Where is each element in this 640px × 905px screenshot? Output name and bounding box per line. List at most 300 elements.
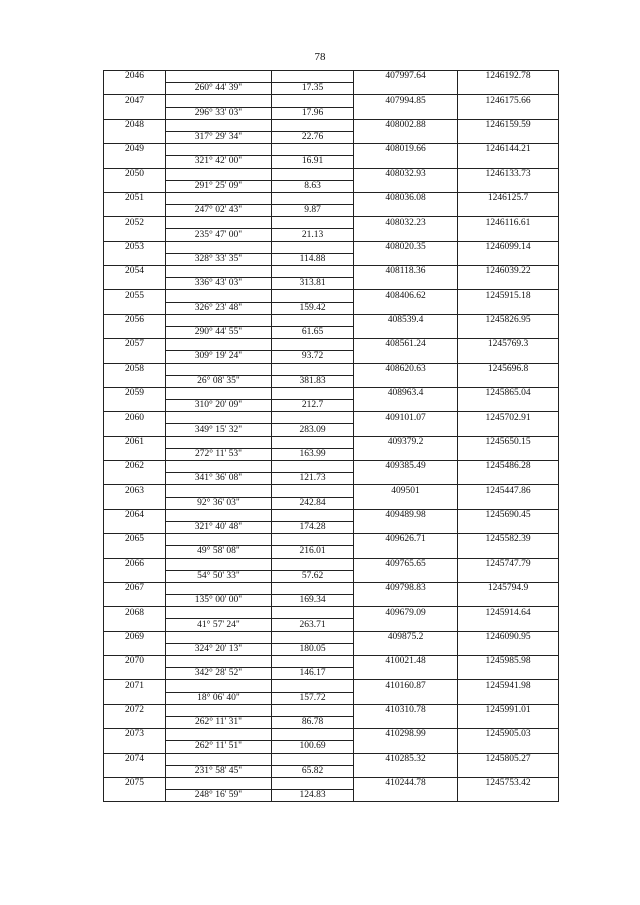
bearing-value: 92° 36' 03"	[166, 497, 272, 509]
point-id: 2060	[104, 412, 166, 424]
easting-spacer	[458, 253, 559, 265]
point-spacer	[104, 205, 166, 217]
northing-spacer	[354, 741, 458, 753]
point-id: 2056	[104, 314, 166, 326]
distance-empty	[272, 241, 354, 253]
point-id: 2070	[104, 656, 166, 668]
bearing-empty	[166, 314, 272, 326]
distance-empty	[272, 266, 354, 278]
easting-value: 1245805.27	[458, 753, 559, 765]
easting-value: 1245702.91	[458, 412, 559, 424]
bearing-empty	[166, 656, 272, 668]
easting-spacer	[458, 180, 559, 192]
distance-value: 100.69	[272, 741, 354, 753]
easting-spacer	[458, 229, 559, 241]
distance-value: 65.82	[272, 765, 354, 777]
distance-empty	[272, 509, 354, 521]
easting-value: 1245915.18	[458, 290, 559, 302]
easting-value: 1245650.15	[458, 436, 559, 448]
easting-spacer	[458, 692, 559, 704]
bearing-value: 310° 20' 09"	[166, 400, 272, 412]
bearing-empty	[166, 753, 272, 765]
easting-value: 1245747.79	[458, 558, 559, 570]
distance-empty	[272, 144, 354, 156]
point-spacer	[104, 595, 166, 607]
bearing-empty	[166, 704, 272, 716]
easting-value: 1246116.61	[458, 217, 559, 229]
easting-spacer	[458, 205, 559, 217]
point-id: 2063	[104, 485, 166, 497]
point-row	[104, 656, 559, 668]
point-spacer	[104, 375, 166, 387]
northing-spacer	[354, 83, 458, 95]
distance-value: 180.05	[272, 643, 354, 655]
distance-empty	[272, 339, 354, 351]
easting-spacer	[458, 302, 559, 314]
northing-spacer	[354, 351, 458, 363]
northing-spacer	[354, 229, 458, 241]
point-spacer	[104, 156, 166, 168]
point-id: 2067	[104, 582, 166, 594]
northing-spacer	[354, 765, 458, 777]
leg-row	[104, 400, 559, 412]
easting-value: 1245865.04	[458, 387, 559, 399]
easting-spacer	[458, 131, 559, 143]
distance-value: 121.73	[272, 473, 354, 485]
northing-spacer	[354, 668, 458, 680]
bearing-value: 235° 47' 00"	[166, 229, 272, 241]
easting-spacer	[458, 521, 559, 533]
point-row	[104, 461, 559, 473]
northing-spacer	[354, 521, 458, 533]
easting-spacer	[458, 278, 559, 290]
northing-spacer	[354, 253, 458, 265]
easting-value: 1245582.39	[458, 534, 559, 546]
northing-spacer	[354, 546, 458, 558]
distance-value: 159.42	[272, 302, 354, 314]
bearing-empty	[166, 241, 272, 253]
point-id: 2046	[104, 71, 166, 83]
northing-value: 409379.2	[354, 436, 458, 448]
bearing-empty	[166, 71, 272, 83]
northing-spacer	[354, 400, 458, 412]
distance-empty	[272, 558, 354, 570]
northing-spacer	[354, 424, 458, 436]
bearing-empty	[166, 607, 272, 619]
easting-spacer	[458, 765, 559, 777]
northing-spacer	[354, 643, 458, 655]
easting-value: 1245769.3	[458, 339, 559, 351]
northing-spacer	[354, 595, 458, 607]
northing-value: 409501	[354, 485, 458, 497]
distance-value: 17.35	[272, 83, 354, 95]
bearing-empty	[166, 144, 272, 156]
northing-value: 410160.87	[354, 680, 458, 692]
northing-spacer	[354, 790, 458, 802]
easting-value: 1245447.86	[458, 485, 559, 497]
point-row	[104, 753, 559, 765]
easting-spacer	[458, 741, 559, 753]
distance-value: 174.28	[272, 521, 354, 533]
easting-spacer	[458, 351, 559, 363]
northing-spacer	[354, 448, 458, 460]
easting-value: 1246125.7	[458, 192, 559, 204]
bearing-value: 135° 00' 00"	[166, 595, 272, 607]
easting-spacer	[458, 400, 559, 412]
leg-row	[104, 497, 559, 509]
point-row	[104, 607, 559, 619]
northing-spacer	[354, 692, 458, 704]
northing-value: 410244.78	[354, 777, 458, 789]
bearing-value: 324° 20' 13"	[166, 643, 272, 655]
point-row	[104, 436, 559, 448]
bearing-empty	[166, 509, 272, 521]
leg-row	[104, 424, 559, 436]
point-spacer	[104, 692, 166, 704]
easting-spacer	[458, 156, 559, 168]
bearing-empty	[166, 461, 272, 473]
leg-row	[104, 326, 559, 338]
distance-empty	[272, 387, 354, 399]
easting-value: 1245991.01	[458, 704, 559, 716]
distance-value: 124.83	[272, 790, 354, 802]
distance-empty	[272, 119, 354, 131]
point-id: 2064	[104, 509, 166, 521]
distance-value: 216.01	[272, 546, 354, 558]
bearing-value: 49° 58' 08"	[166, 546, 272, 558]
bearing-value: 272° 11' 53"	[166, 448, 272, 460]
distance-value: 57.62	[272, 570, 354, 582]
point-row	[104, 534, 559, 546]
point-id: 2072	[104, 704, 166, 716]
leg-row	[104, 278, 559, 290]
bearing-empty	[166, 485, 272, 497]
bearing-empty	[166, 558, 272, 570]
point-spacer	[104, 424, 166, 436]
point-spacer	[104, 131, 166, 143]
distance-value: 157.72	[272, 692, 354, 704]
distance-value: 9.87	[272, 205, 354, 217]
leg-row	[104, 595, 559, 607]
leg-row	[104, 205, 559, 217]
northing-value: 408019.66	[354, 144, 458, 156]
distance-empty	[272, 363, 354, 375]
distance-empty	[272, 729, 354, 741]
point-spacer	[104, 229, 166, 241]
easting-spacer	[458, 83, 559, 95]
easting-value: 1245690.45	[458, 509, 559, 521]
leg-row	[104, 790, 559, 802]
easting-value: 1246175.66	[458, 95, 559, 107]
point-row	[104, 582, 559, 594]
northing-value: 408539.4	[354, 314, 458, 326]
northing-value: 410310.78	[354, 704, 458, 716]
easting-spacer	[458, 619, 559, 631]
bearing-value: 262° 11' 51"	[166, 741, 272, 753]
northing-value: 409101.07	[354, 412, 458, 424]
bearing-empty	[166, 777, 272, 789]
bearing-value: 296° 33' 03"	[166, 107, 272, 119]
bearing-value: 321° 40' 48"	[166, 521, 272, 533]
bearing-empty	[166, 363, 272, 375]
northing-value: 408032.23	[354, 217, 458, 229]
bearing-empty	[166, 631, 272, 643]
distance-value: 86.78	[272, 716, 354, 728]
point-row	[104, 119, 559, 131]
distance-value: 283.09	[272, 424, 354, 436]
northing-spacer	[354, 716, 458, 728]
leg-row	[104, 741, 559, 753]
point-row	[104, 412, 559, 424]
easting-value: 1245905.03	[458, 729, 559, 741]
point-id: 2049	[104, 144, 166, 156]
distance-empty	[272, 704, 354, 716]
point-id: 2065	[104, 534, 166, 546]
distance-value: 114.88	[272, 253, 354, 265]
northing-value: 410298.99	[354, 729, 458, 741]
bearing-value: 342° 28' 52"	[166, 668, 272, 680]
point-id: 2075	[104, 777, 166, 789]
point-row	[104, 290, 559, 302]
distance-empty	[272, 582, 354, 594]
leg-row	[104, 180, 559, 192]
distance-value: 16.91	[272, 156, 354, 168]
northing-value: 409875.2	[354, 631, 458, 643]
bearing-empty	[166, 387, 272, 399]
distance-value: 22.76	[272, 131, 354, 143]
point-id: 2050	[104, 168, 166, 180]
leg-row	[104, 156, 559, 168]
easting-spacer	[458, 326, 559, 338]
northing-value: 408561.24	[354, 339, 458, 351]
point-id: 2058	[104, 363, 166, 375]
easting-spacer	[458, 375, 559, 387]
bearing-empty	[166, 534, 272, 546]
distance-empty	[272, 217, 354, 229]
easting-value: 1246099.14	[458, 241, 559, 253]
distance-value: 163.99	[272, 448, 354, 460]
bearing-value: 291° 25' 09"	[166, 180, 272, 192]
point-id: 2066	[104, 558, 166, 570]
distance-empty	[272, 412, 354, 424]
bearing-empty	[166, 168, 272, 180]
easting-spacer	[458, 570, 559, 582]
easting-spacer	[458, 497, 559, 509]
point-spacer	[104, 253, 166, 265]
distance-value: 212.7	[272, 400, 354, 412]
northing-value: 408036.08	[354, 192, 458, 204]
distance-empty	[272, 71, 354, 83]
point-row	[104, 339, 559, 351]
easting-value: 1246192.78	[458, 71, 559, 83]
northing-value: 408002.88	[354, 119, 458, 131]
northing-value: 409765.65	[354, 558, 458, 570]
point-row	[104, 558, 559, 570]
distance-value: 263.71	[272, 619, 354, 631]
point-spacer	[104, 643, 166, 655]
point-spacer	[104, 351, 166, 363]
point-id: 2053	[104, 241, 166, 253]
point-id: 2057	[104, 339, 166, 351]
point-id: 2071	[104, 680, 166, 692]
easting-value: 1246159.59	[458, 119, 559, 131]
distance-empty	[272, 192, 354, 204]
distance-empty	[272, 168, 354, 180]
northing-value: 409385.49	[354, 461, 458, 473]
easting-value: 1246090.95	[458, 631, 559, 643]
survey-coordinates-table	[103, 70, 559, 802]
point-spacer	[104, 790, 166, 802]
easting-value: 1245914.64	[458, 607, 559, 619]
northing-spacer	[354, 278, 458, 290]
point-row	[104, 777, 559, 789]
point-spacer	[104, 716, 166, 728]
northing-value: 408620.63	[354, 363, 458, 375]
northing-spacer	[354, 302, 458, 314]
point-row	[104, 144, 559, 156]
point-spacer	[104, 83, 166, 95]
point-spacer	[104, 546, 166, 558]
northing-spacer	[354, 619, 458, 631]
distance-value: 61.65	[272, 326, 354, 338]
bearing-value: 26° 08' 35"	[166, 375, 272, 387]
bearing-empty	[166, 582, 272, 594]
distance-value: 17.96	[272, 107, 354, 119]
leg-row	[104, 521, 559, 533]
point-id: 2074	[104, 753, 166, 765]
distance-empty	[272, 314, 354, 326]
point-spacer	[104, 497, 166, 509]
point-id: 2051	[104, 192, 166, 204]
distance-empty	[272, 436, 354, 448]
point-row	[104, 71, 559, 83]
distance-value: 169.34	[272, 595, 354, 607]
bearing-empty	[166, 339, 272, 351]
bearing-value: 231° 58' 45"	[166, 765, 272, 777]
point-spacer	[104, 302, 166, 314]
leg-row	[104, 570, 559, 582]
distance-value: 242.84	[272, 497, 354, 509]
point-row	[104, 680, 559, 692]
bearing-value: 247° 02' 43"	[166, 205, 272, 217]
leg-row	[104, 692, 559, 704]
point-row	[104, 217, 559, 229]
point-id: 2068	[104, 607, 166, 619]
bearing-value: 341° 36' 08"	[166, 473, 272, 485]
bearing-empty	[166, 217, 272, 229]
northing-spacer	[354, 156, 458, 168]
point-spacer	[104, 400, 166, 412]
distance-empty	[272, 656, 354, 668]
survey-table-body	[104, 71, 559, 802]
bearing-empty	[166, 290, 272, 302]
point-row	[104, 168, 559, 180]
leg-row	[104, 473, 559, 485]
northing-spacer	[354, 473, 458, 485]
northing-value: 408032.93	[354, 168, 458, 180]
point-row	[104, 704, 559, 716]
easting-spacer	[458, 424, 559, 436]
northing-value: 407997.64	[354, 71, 458, 83]
point-row	[104, 729, 559, 741]
leg-row	[104, 619, 559, 631]
easting-value: 1245696.8	[458, 363, 559, 375]
page-number: 78	[314, 51, 326, 63]
easting-spacer	[458, 716, 559, 728]
point-row	[104, 363, 559, 375]
distance-value: 146.17	[272, 668, 354, 680]
northing-value: 408406.62	[354, 290, 458, 302]
easting-value: 1245985.98	[458, 656, 559, 668]
leg-row	[104, 131, 559, 143]
leg-row	[104, 302, 559, 314]
bearing-value: 18° 06' 40"	[166, 692, 272, 704]
distance-value: 381.83	[272, 375, 354, 387]
leg-row	[104, 253, 559, 265]
distance-empty	[272, 777, 354, 789]
bearing-value: 326° 23' 48"	[166, 302, 272, 314]
northing-value: 409489.98	[354, 509, 458, 521]
bearing-empty	[166, 95, 272, 107]
bearing-value: 262° 11' 31"	[166, 716, 272, 728]
northing-value: 407994.85	[354, 95, 458, 107]
point-id: 2052	[104, 217, 166, 229]
distance-empty	[272, 534, 354, 546]
northing-value: 410285.32	[354, 753, 458, 765]
bearing-value: 336° 43' 03"	[166, 278, 272, 290]
distance-value: 8.63	[272, 180, 354, 192]
point-id: 2048	[104, 119, 166, 131]
point-id: 2061	[104, 436, 166, 448]
easting-spacer	[458, 546, 559, 558]
northing-value: 409798.83	[354, 582, 458, 594]
leg-row	[104, 668, 559, 680]
distance-empty	[272, 461, 354, 473]
easting-value: 1245826.95	[458, 314, 559, 326]
point-row	[104, 314, 559, 326]
bearing-empty	[166, 436, 272, 448]
point-spacer	[104, 521, 166, 533]
bearing-value: 54° 50' 33"	[166, 570, 272, 582]
point-id: 2055	[104, 290, 166, 302]
northing-value: 408118.36	[354, 266, 458, 278]
easting-value: 1245753.42	[458, 777, 559, 789]
northing-value: 408963.4	[354, 387, 458, 399]
point-spacer	[104, 570, 166, 582]
point-row	[104, 241, 559, 253]
easting-spacer	[458, 668, 559, 680]
northing-spacer	[354, 107, 458, 119]
point-id: 2047	[104, 95, 166, 107]
bearing-value: 290° 44' 55"	[166, 326, 272, 338]
point-row	[104, 631, 559, 643]
point-row	[104, 387, 559, 399]
point-spacer	[104, 326, 166, 338]
bearing-empty	[166, 192, 272, 204]
easting-value: 1245941.98	[458, 680, 559, 692]
point-spacer	[104, 448, 166, 460]
northing-value: 410021.48	[354, 656, 458, 668]
point-row	[104, 485, 559, 497]
point-spacer	[104, 473, 166, 485]
northing-spacer	[354, 180, 458, 192]
easting-spacer	[458, 448, 559, 460]
point-spacer	[104, 107, 166, 119]
point-id: 2054	[104, 266, 166, 278]
distance-value: 313.81	[272, 278, 354, 290]
point-id: 2073	[104, 729, 166, 741]
easting-spacer	[458, 595, 559, 607]
